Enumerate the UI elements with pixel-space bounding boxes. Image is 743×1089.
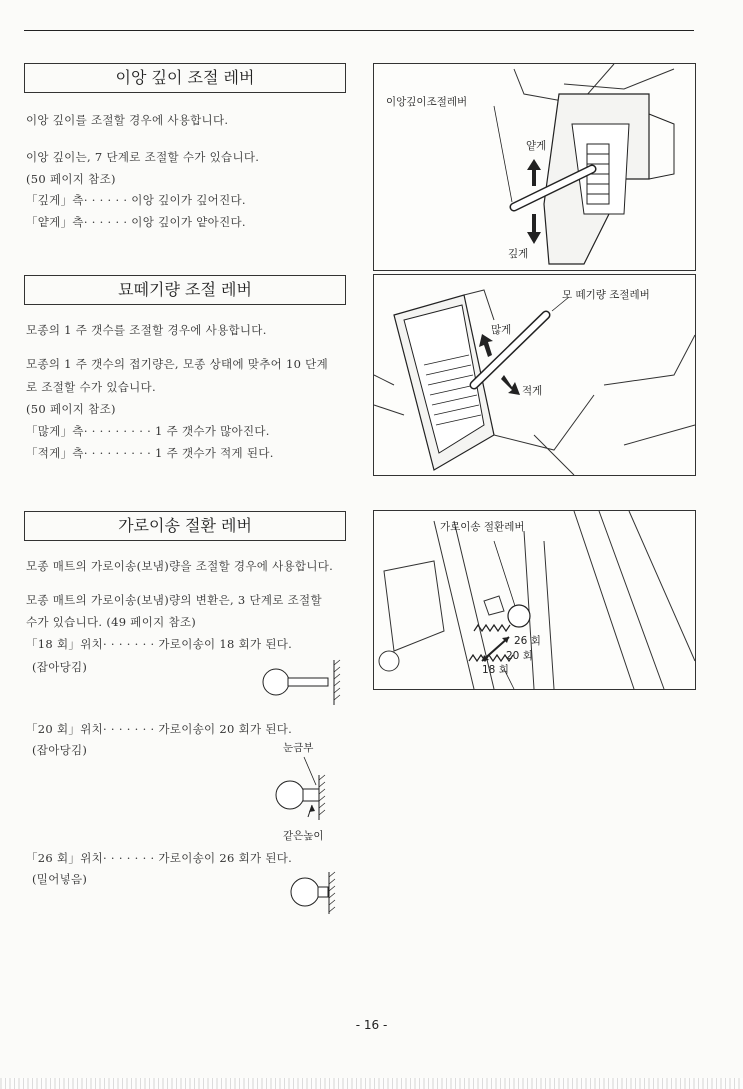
page-number: - 16 - [355, 1018, 388, 1032]
knob-position-20-diagram [270, 755, 350, 825]
body-line: 「얕게」측· · · · · · 이앙 깊이가 얕아진다. [26, 215, 246, 229]
section-title-planting-depth: 이앙 깊이 조절 레버 [24, 63, 346, 93]
body-line: 「적게」측· · · · · · · · · 1 주 갯수가 적게 된다. [26, 446, 274, 460]
body-line: 모종의 1 주 갯수를 조절할 경우에 사용합니다. [26, 323, 267, 337]
body-line: 모종 매트의 가로이송(보냄)량을 조절할 경우에 사용합니다. [26, 559, 334, 573]
body-line: 「많게」측· · · · · · · · · 1 주 갯수가 많아진다. [26, 424, 270, 438]
arrow-label-down: 적게 [522, 385, 543, 397]
arrow-label-down: 깊게 [508, 248, 529, 260]
body-line: (50 페이지 참조) [26, 402, 116, 416]
body-line: (50 페이지 참조) [26, 172, 116, 186]
position-26-label: 26 회 [514, 635, 541, 647]
lever-label: 모 떼기량 조절레버 [562, 289, 650, 301]
body-line: 모종 매트의 가로이송(보냄)량의 변환은, 3 단계로 조절할 [26, 593, 322, 607]
body-line: 수가 있습니다. (49 페이지 참조) [26, 615, 197, 629]
lever-label: 이앙깊이조절레버 [386, 96, 468, 108]
body-line: 로 조절할 수가 있습니다. [26, 380, 156, 394]
knob-position-26-diagram [285, 872, 345, 917]
figure-horizontal-feed-lever [373, 510, 696, 690]
figure-planting-depth-lever [373, 63, 696, 271]
position-26-line: 「26 회」위치· · · · · · · 가로이송이 26 회가 된다. [26, 851, 293, 865]
body-line: 「깊게」측· · · · · · 이앙 깊이가 깊어진다. [26, 193, 246, 207]
same-height-label: 같은높이 [283, 830, 324, 842]
scale-label: 눈금부 [283, 742, 314, 754]
scan-artifact-strip [0, 1078, 743, 1089]
lever-illustration [374, 275, 695, 475]
lever-illustration [374, 511, 695, 689]
position-18-label: 18 회 [482, 664, 509, 676]
position-20-line: 「20 회」위치· · · · · · · 가로이송이 20 회가 된다. [26, 722, 293, 736]
section-title-horizontal-feed: 가로이송 절환 레버 [24, 511, 346, 541]
body-line: 이앙 깊이는, 7 단계로 조절할 수가 있습니다. [26, 150, 260, 164]
position-26-note: (밀어넣음) [32, 872, 88, 886]
figure-seedling-amount-lever [373, 274, 696, 476]
body-line: 이앙 깊이를 조절할 경우에 사용합니다. [26, 113, 229, 127]
arrow-label-up: 얕게 [526, 140, 547, 152]
position-20-note: (잡아당김) [32, 743, 88, 757]
position-18-line: 「18 회」위치· · · · · · · 가로이송이 18 회가 된다. [26, 637, 293, 651]
body-line: 모종의 1 주 갯수의 접기량은, 모종 상태에 맞추어 10 단계 [26, 357, 328, 371]
position-18-note: (잡아당김) [32, 660, 88, 674]
top-rule [24, 30, 694, 31]
section-title-seedling-amount: 묘떼기량 조절 레버 [24, 275, 346, 305]
position-20-label: 20 회 [506, 650, 533, 662]
lever-label: 가로이송 절환레버 [440, 521, 525, 533]
arrow-label-up: 많게 [491, 324, 512, 336]
knob-position-18-diagram [262, 660, 342, 710]
